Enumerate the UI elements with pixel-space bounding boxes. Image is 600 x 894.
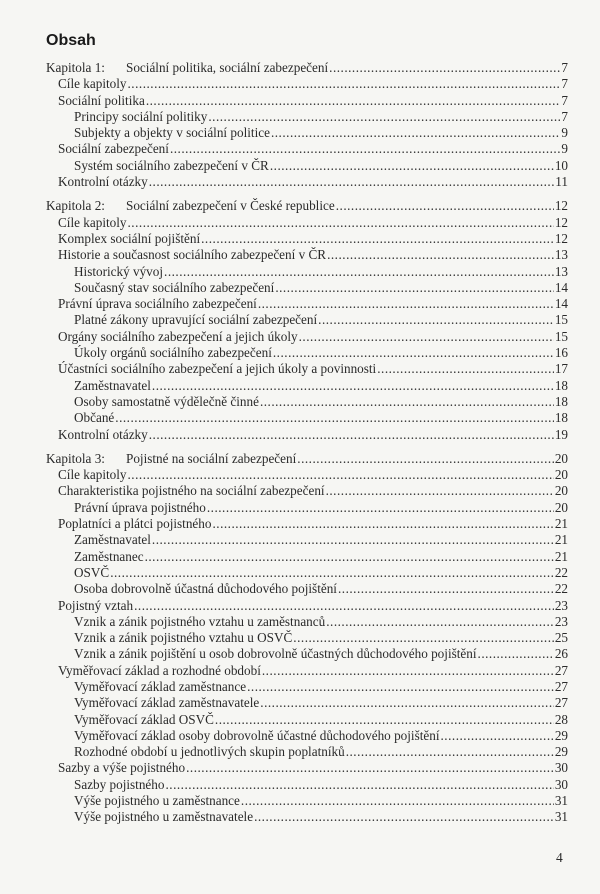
entry-title: Subjekty a objekty v sociální politice [74,125,270,141]
page-ref: 20 [554,467,568,483]
toc-entry[interactable] [46,744,568,760]
entry-title: Vznik a zánik pojistného vztahu u OSVČ [74,630,293,646]
dot-leader [260,394,554,410]
entry-title: Kontrolní otázky [58,426,148,442]
toc-entry[interactable] [46,329,568,345]
dot-leader [299,329,554,345]
entry-title: Historický vývoj [74,263,164,279]
dot-leader [145,549,554,565]
entry-title: Vyměřovací základ a rozhodné období [58,662,261,678]
page-ref: 22 [554,581,568,597]
page-ref: 13 [554,247,568,263]
page-ref: 23 [554,613,568,629]
entry-title: Vyměřovací základ osoby dobrovolně účastné důchodového pojištění [74,727,440,743]
toc-entry[interactable] [46,565,568,581]
dot-leader [336,198,554,214]
entry-title: Orgány sociálního zabezpečení a jejich úkoly [58,328,298,344]
page-ref: 9 [561,141,568,157]
page-ref: 21 [554,532,568,548]
entry-title: Cíle kapitoly [58,467,127,483]
page-ref: 21 [554,548,568,564]
page-title: Obsah [46,32,96,49]
entry-title: Sazby pojistného [74,776,165,792]
entry-title: Komplex sociální pojištění [58,230,201,246]
dot-leader [346,744,554,760]
toc-entry[interactable] [46,125,568,141]
page-ref: 31 [554,809,568,825]
dot-leader [149,174,555,190]
page-ref: 30 [554,776,568,792]
toc-entry[interactable] [46,93,568,109]
toc-entry[interactable] [46,793,568,809]
dot-leader [146,93,561,109]
entry-title: Cíle kapitoly [58,214,127,230]
page-ref: 26 [554,646,568,662]
entry-title: Sociální zabezpečení [58,141,169,157]
toc-entry[interactable] [46,695,568,711]
entry-title: Zaměstnavatel [74,377,151,393]
entry-title: Právní úprava pojistného [74,499,206,515]
dot-leader [152,532,554,548]
dot-leader [208,109,560,125]
entry-title: Poplatníci a plátci pojistného [58,516,212,532]
entry-title: Osoby samostatně výdělečně činné [74,393,259,409]
entry-title: Platné zákony upravující sociální zabezpečení [74,312,318,328]
page-ref: 12 [554,230,568,246]
toc-entry[interactable] [46,361,568,377]
table-of-contents [46,60,568,834]
entry-title: Účastníci sociálního zabezpečení a jejich úkoly a povinnosti [58,361,377,377]
page-ref: 7 [561,108,568,124]
toc-entry[interactable] [46,777,568,793]
dot-leader [247,679,554,695]
page-ref: 27 [554,678,568,694]
toc-entry[interactable] [46,646,568,662]
toc-entry[interactable] [46,483,568,499]
toc-entry[interactable] [46,231,568,247]
dot-leader [165,777,553,793]
toc-entry[interactable] [46,516,568,532]
toc-entry[interactable] [46,312,568,328]
dot-leader [128,467,554,483]
dot-leader [170,141,560,157]
chapter-number: Kapitola 2: [46,198,105,214]
dot-leader [164,264,554,280]
toc-entry[interactable] [46,109,568,125]
dot-leader [270,158,554,174]
page-ref: 18 [554,393,568,409]
page-ref: 7 [561,76,568,92]
chapter-title: Sociální politika, sociální zabezpečení [126,60,329,75]
dot-leader [149,427,554,443]
page-ref: 22 [554,564,568,580]
page-ref: 14 [554,296,568,312]
dot-leader [329,60,560,76]
entry-title: Principy sociální politiky [74,108,208,124]
dot-leader [260,695,554,711]
page-ref: 29 [554,727,568,743]
page-ref: 17 [554,361,568,377]
page-ref: 14 [554,279,568,295]
page-ref: 7 [561,92,568,108]
page-ref: 28 [554,711,568,727]
toc-entry[interactable] [46,264,568,280]
chapter-number: Kapitola 1: [46,60,105,75]
toc-entry[interactable] [46,598,568,614]
page-ref: 23 [554,597,568,613]
toc-chapter [46,60,568,190]
entry-title: Zaměstnavatel [74,532,151,548]
dot-leader [212,516,553,532]
toc-entry[interactable] [46,532,568,548]
toc-entry[interactable] [46,280,568,296]
page-ref: 15 [554,328,568,344]
toc-entry[interactable] [46,378,568,394]
entry-title: Vznik a zánik pojistného vztahu u zaměstnanců [74,613,326,629]
toc-chapter [46,198,568,442]
toc-entry[interactable] [46,467,568,483]
dot-leader [207,500,554,516]
dot-leader [186,760,554,776]
page-ref: 19 [554,426,568,442]
entry-title: Cíle kapitoly [58,76,127,92]
dot-leader [326,483,554,499]
entry-title: Současný stav sociálního zabezpečení [74,279,275,295]
page-ref: 11 [555,174,568,190]
toc-entry[interactable] [46,174,568,190]
dot-leader [152,378,554,394]
entry-title: Výše pojistného u zaměstnavatele [74,809,254,825]
page-ref: 18 [554,377,568,393]
dot-leader [293,630,554,646]
dot-leader [128,215,554,231]
entry-title: Občané [74,410,115,426]
dot-leader [275,280,554,296]
entry-title: Sociální politika [58,92,145,108]
toc-entry[interactable] [46,760,568,776]
entry-title: Vyměřovací základ OSVČ [74,711,214,727]
page-ref: 12 [554,214,568,230]
entry-title: Vyměřovací základ zaměstnavatele [74,695,260,711]
toc-entry[interactable] [46,679,568,695]
toc-entry[interactable] [46,614,568,630]
entry-title: Pojistný vztah [58,597,134,613]
toc-entry[interactable] [46,141,568,157]
entry-title: Osoba dobrovolně účastná důchodového pojištění [74,581,337,597]
page-ref: 20 [554,499,568,515]
toc-entry[interactable] [46,215,568,231]
dot-leader [318,312,554,328]
dot-leader [377,361,554,377]
page-ref: 31 [554,793,568,809]
toc-entry[interactable] [46,549,568,565]
entry-title: Zaměstnanec [74,548,144,564]
dot-leader [115,410,554,426]
toc-chapter-entry[interactable] [46,198,568,214]
dot-leader [262,663,554,679]
entry-title: Sazby a výše pojistného [58,760,186,776]
chapter-number: Kapitola 3: [46,450,105,466]
entry-title: Rozhodné období u jednotlivých skupin poplatníků [74,744,345,760]
page-ref: 7 [561,60,568,75]
entry-title: Charakteristika pojistného na sociální zabezpečení [58,483,325,499]
page-ref: 20 [554,450,568,466]
entry-title: Systém sociálního zabezpečení v ČR [74,157,269,173]
dot-leader [478,646,554,662]
dot-leader [241,793,554,809]
page-number: 4 [556,850,563,865]
toc-entry[interactable] [46,809,568,825]
toc-entry[interactable] [46,500,568,516]
toc-entry[interactable] [46,247,568,263]
entry-title: Kontrolní otázky [58,174,148,190]
toc-entry[interactable] [46,345,568,361]
dot-leader [441,728,554,744]
page-ref: 27 [554,662,568,678]
dot-leader [273,345,554,361]
dot-leader [326,614,554,630]
entry-title: Vznik a zánik pojištění u osob dobrovolně účastných důchodového pojištění [74,646,477,662]
chapter-title: Sociální zabezpečení v České republice [126,198,335,214]
page-ref: 18 [554,410,568,426]
page-ref: 10 [554,157,568,173]
page-ref: 16 [554,345,568,361]
dot-leader [128,76,561,92]
entry-title: OSVČ [74,564,110,580]
toc-entry[interactable] [46,728,568,744]
page-ref: 15 [554,312,568,328]
entry-title: Výše pojistného u zaměstnance [74,793,240,809]
dot-leader [110,565,554,581]
dot-leader [271,125,560,141]
dot-leader [297,451,554,467]
toc-entry[interactable] [46,581,568,597]
toc-entry[interactable] [46,712,568,728]
page-ref: 12 [554,198,568,214]
dot-leader [338,581,554,597]
toc-chapter [46,451,568,826]
page-ref: 30 [554,760,568,776]
toc-entry[interactable] [46,296,568,312]
toc-entry[interactable] [46,394,568,410]
chapter-title: Pojistné na sociální zabezpečení [126,450,297,466]
dot-leader [201,231,554,247]
page-ref: 13 [554,263,568,279]
entry-title: Právní úprava sociálního zabezpečení [58,296,257,312]
toc-entry[interactable] [46,158,568,174]
toc-entry[interactable] [46,663,568,679]
page-ref: 29 [554,744,568,760]
dot-leader [215,712,554,728]
page-ref: 27 [554,695,568,711]
toc-chapter-entry[interactable] [46,451,568,467]
toc-entry[interactable] [46,630,568,646]
dot-leader [327,247,554,263]
toc-entry[interactable] [46,410,568,426]
page-ref: 25 [554,630,568,646]
page-ref: 9 [561,125,568,141]
dot-leader [258,296,554,312]
entry-title: Vyměřovací základ zaměstnance [74,678,247,694]
entry-title: Úkoly orgánů sociálního zabezpečení [74,345,272,361]
toc-entry[interactable] [46,427,568,443]
dot-leader [134,598,554,614]
entry-title: Historie a současnost sociálního zabezpečení v ČR [58,247,327,263]
toc-chapter-entry[interactable] [46,60,568,76]
page-ref: 21 [554,516,568,532]
page-ref: 20 [554,483,568,499]
toc-entry[interactable] [46,76,568,92]
dot-leader [254,809,554,825]
